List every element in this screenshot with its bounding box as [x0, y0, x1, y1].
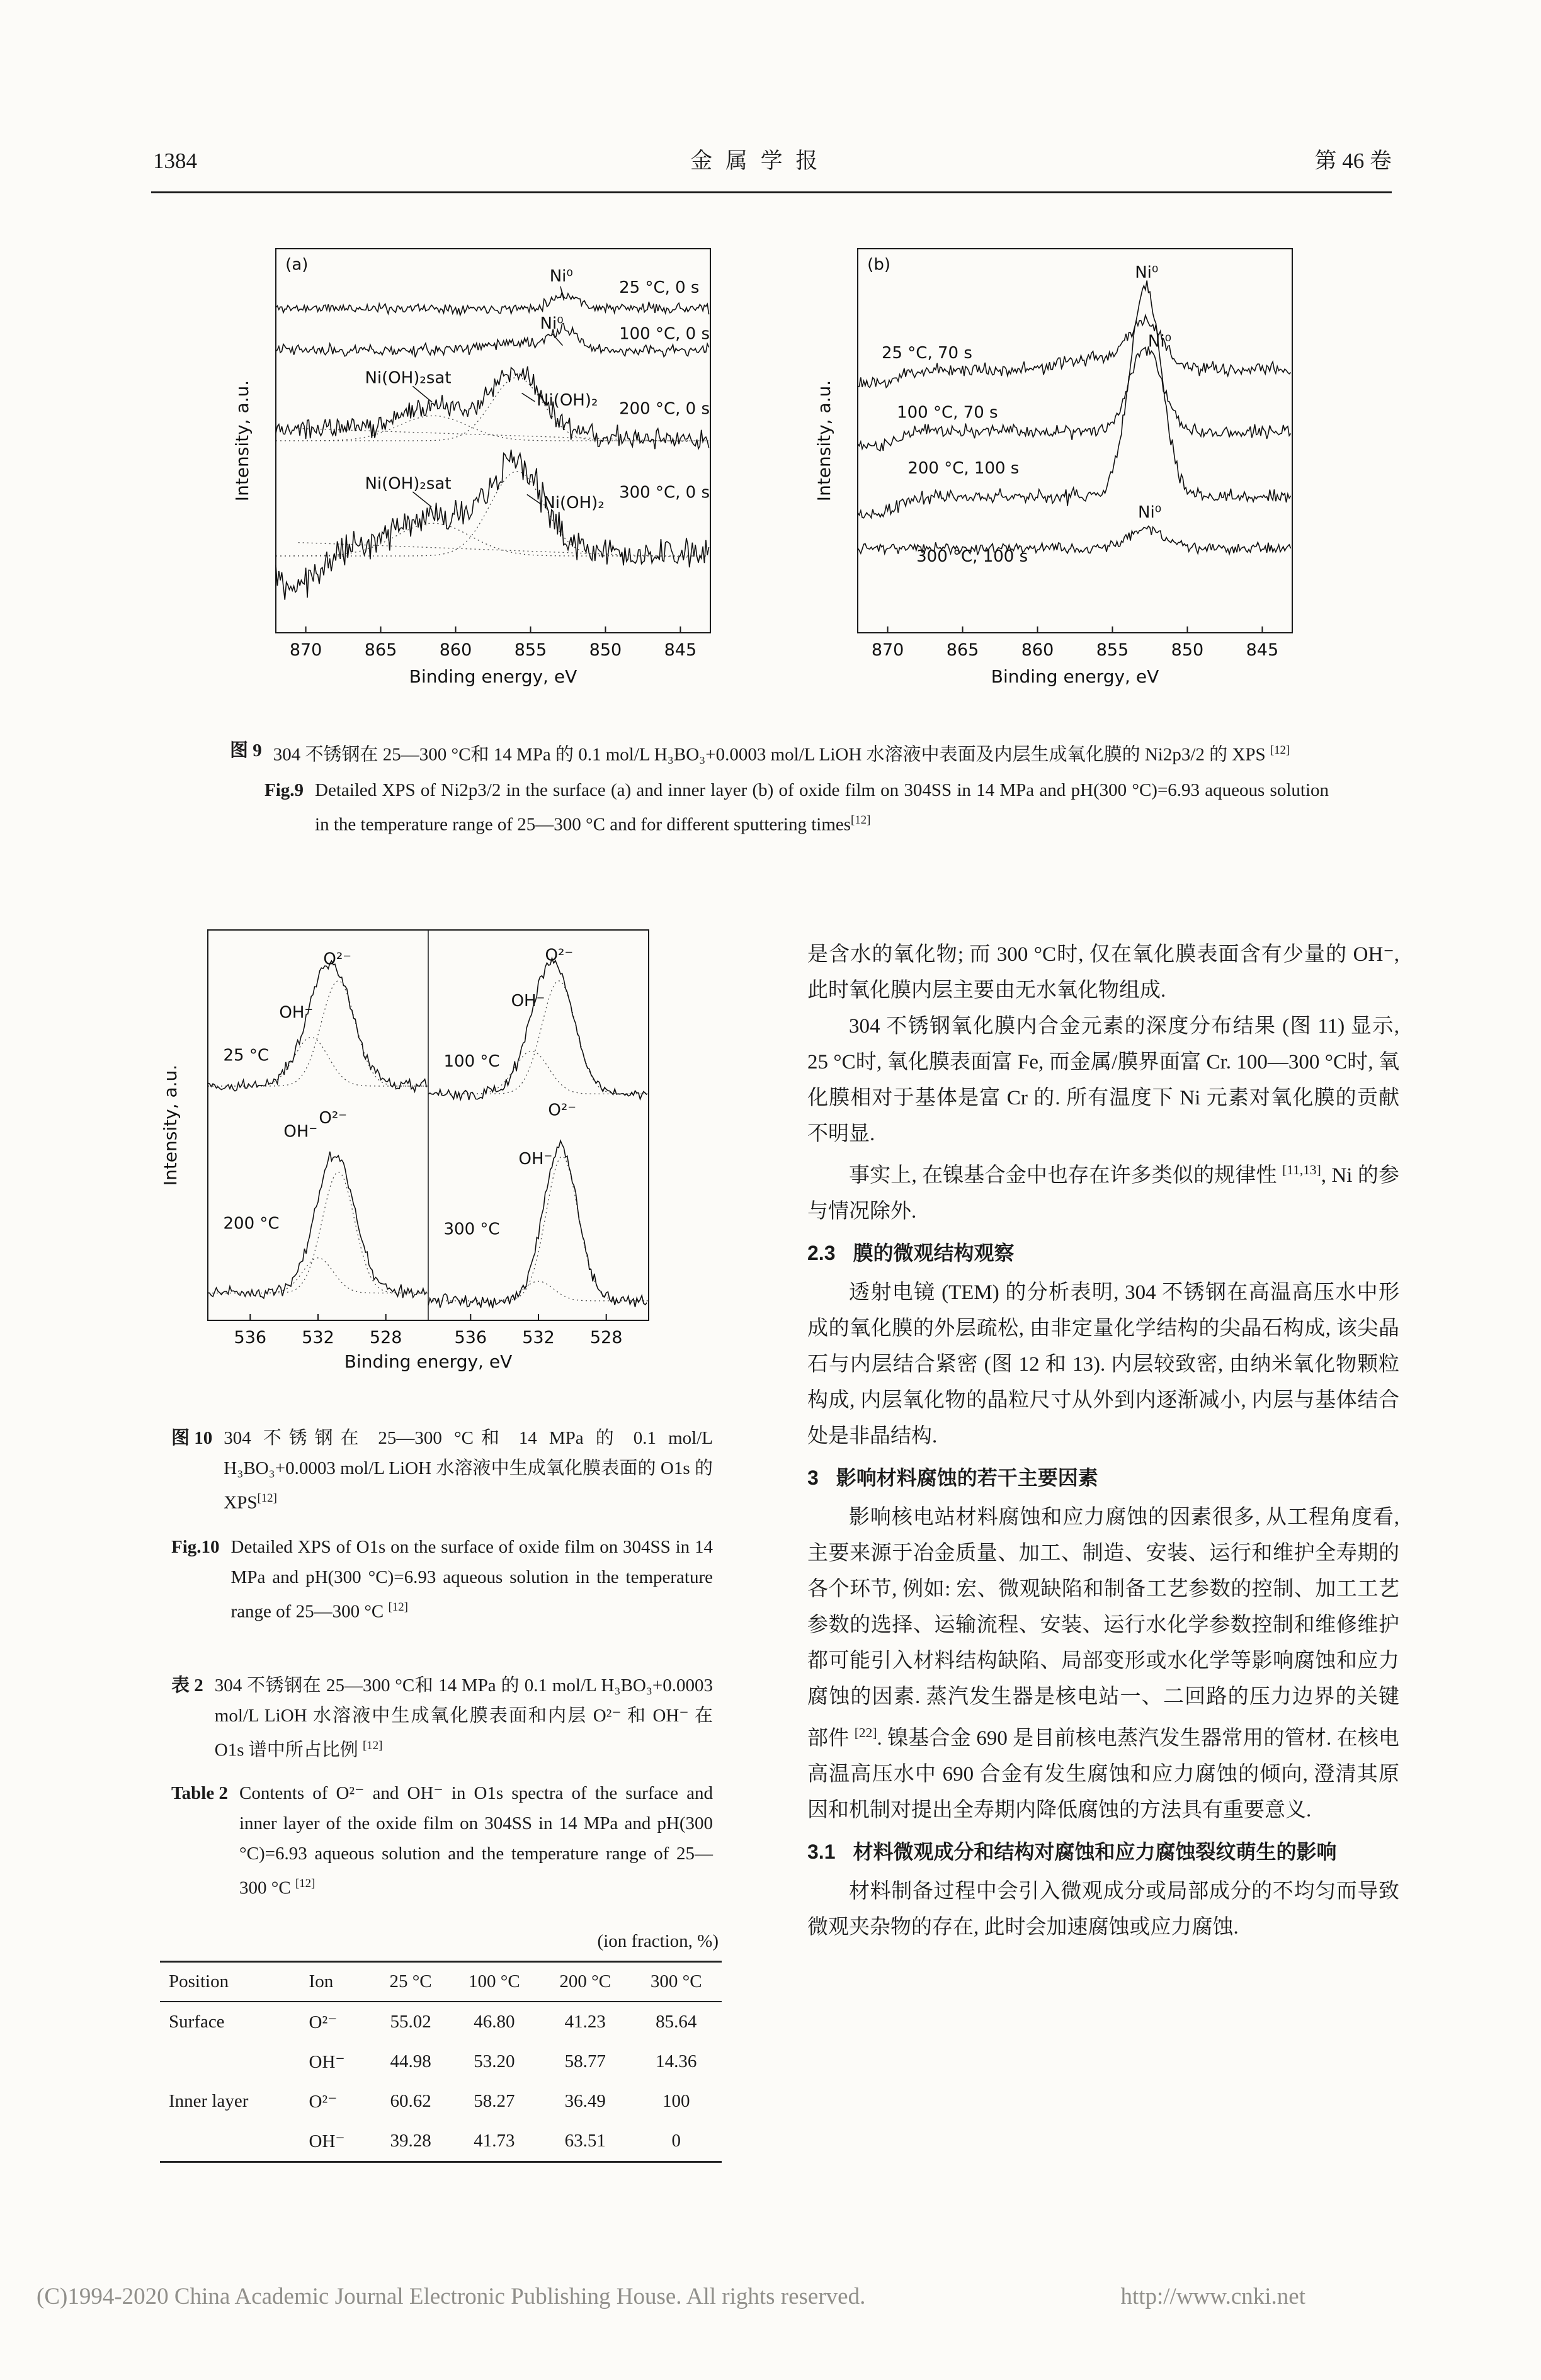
table2-caption-cn — [157, 1670, 713, 1765]
table-cell: OH⁻ — [309, 2131, 345, 2151]
table-header-row — [160, 1961, 722, 2002]
table-header-cell: 25 °C — [389, 1971, 432, 1992]
svg-text:OH⁻: OH⁻ — [511, 991, 545, 1011]
svg-text:Binding energy, eV: Binding energy, eV — [409, 666, 577, 687]
svg-text:850: 850 — [589, 640, 622, 660]
section-heading-3 — [807, 1461, 1399, 1495]
table2-caption-cn-text: 304 不锈钢在 25—300 °C和 14 MPa 的 0.1 mol/L H₃BO₃+0.0003 mol/L LiOH 水溶液中生成氧化膜表面和内层 O²⁻ 和 OH⁻ 在 O1s 谱中所占比例 [12] — [214, 1675, 713, 1760]
section-title: 材料微观成分和结构对腐蚀和应力腐蚀裂纹萌生的影响 — [853, 1840, 1337, 1863]
table-row — [160, 2121, 722, 2162]
section-heading-2-3 — [807, 1236, 1399, 1270]
page-header — [153, 144, 1392, 175]
fig10-o1s-xps-chart — [157, 921, 674, 1383]
table-header-cell: 200 °C — [559, 1971, 611, 1992]
svg-text:532: 532 — [522, 1328, 555, 1347]
svg-text:870: 870 — [871, 640, 904, 660]
body-paragraph: 材料制备过程中会引入微观成分或局部成分的不均匀而导致微观夹杂物的存在, 此时会加速腐蚀或应力腐蚀. — [807, 1880, 1399, 1939]
svg-text:850: 850 — [1171, 640, 1204, 660]
table-header-cell: 300 °C — [650, 1971, 702, 1992]
svg-text:300 °C, 100 s: 300 °C, 100 s — [916, 547, 1028, 567]
table-cell: 100 — [662, 2090, 690, 2111]
table-header-cell: Ion — [309, 1971, 334, 1992]
svg-text:OH⁻: OH⁻ — [283, 1122, 318, 1142]
table-cell: 55.02 — [390, 2011, 431, 2032]
table-cell: 36.49 — [564, 2090, 606, 2111]
svg-text:860: 860 — [1021, 640, 1054, 660]
svg-text:OH⁻: OH⁻ — [518, 1150, 553, 1169]
fig9-caption — [230, 735, 1329, 839]
table-cell — [160, 2042, 307, 2082]
svg-text:100 °C: 100 °C — [443, 1052, 500, 1071]
table-cell: OH⁻ — [309, 2051, 345, 2072]
svg-text:Ni⁰: Ni⁰ — [1135, 263, 1159, 282]
svg-text:Ni(OH)₂sat: Ni(OH)₂sat — [365, 474, 452, 494]
svg-text:25 °C, 0 s: 25 °C, 0 s — [619, 278, 700, 298]
table2-caption-en-label: Table 2 — [171, 1782, 228, 1803]
svg-text:(a): (a) — [285, 255, 309, 275]
svg-text:O²⁻: O²⁻ — [319, 1108, 348, 1128]
table-cell: 60.62 — [390, 2090, 431, 2111]
fig9a-ni2p-xps-chart — [232, 239, 729, 689]
svg-text:865: 865 — [364, 640, 397, 660]
body-paragraph: 是含水的氧化物; 而 300 °C时, 仅在氧化膜表面含有少量的 OH⁻, 此时氧化膜内层主要由无水氧化物组成. — [807, 943, 1399, 1002]
svg-text:532: 532 — [302, 1328, 334, 1347]
body-paragraph: 影响核电站材料腐蚀和应力腐蚀的因素很多, 从工程角度看, 主要来源于冶金质量、加工、制造、安装、运行和维护全寿期的各个环节, 例如: 宏、微观缺陷和制备工艺参数的控制、加工工艺参数的选择、运输流程、安装、运行水化学参数控制和维修维护都可能引入材料结构缺陷、局部变形或水化学等影响腐蚀和应力腐蚀的因素. 蒸汽发生器是核电站一、二回路的压力边界的关键部件 [22]. 镍基合金 690 是目前核电蒸汽发生器常用的管材. 在核电高温高压水中 690 合金有发生腐蚀和应力腐蚀的倾向, 澄清其原因和机制对提出全寿期内降低腐蚀的方法具有重要意义. — [807, 1506, 1400, 1822]
fig10-caption-cn-label: 图 10 — [171, 1428, 213, 1448]
svg-text:Intensity, a.u.: Intensity, a.u. — [814, 380, 834, 502]
table-cell: 46.80 — [474, 2011, 515, 2032]
fig9-caption-en-label: Fig.9 — [264, 779, 304, 800]
svg-text:200 °C, 100 s: 200 °C, 100 s — [907, 458, 1020, 478]
svg-text:O²⁻: O²⁻ — [545, 946, 574, 965]
table2-caption-en — [157, 1778, 713, 1903]
left-column — [157, 921, 727, 2163]
svg-text:855: 855 — [1096, 640, 1129, 660]
svg-text:200 °C: 200 °C — [223, 1214, 280, 1233]
table2-caption-cn-label: 表 2 — [171, 1675, 203, 1696]
svg-text:Ni⁰: Ni⁰ — [549, 266, 573, 286]
table2-unit-note: (ion fraction, %) — [597, 1930, 719, 1951]
journal-title: 金 属 学 报 — [690, 149, 822, 173]
table-header-cell: Position — [169, 1971, 229, 1992]
svg-text:100 °C, 0 s: 100 °C, 0 s — [619, 324, 710, 344]
table-row — [160, 2042, 722, 2082]
svg-text:OH⁻: OH⁻ — [279, 1003, 314, 1023]
section-title: 影响材料腐蚀的若干主要因素 — [836, 1466, 1098, 1489]
svg-text:Intensity, a.u.: Intensity, a.u. — [160, 1064, 181, 1186]
section-number: 3 — [807, 1466, 819, 1489]
svg-text:Ni(OH)₂: Ni(OH)₂ — [537, 390, 598, 410]
svg-text:536: 536 — [234, 1328, 267, 1347]
volume-label: 第 46 卷 — [1314, 149, 1392, 173]
section-number: 3.1 — [807, 1840, 836, 1863]
fig10-caption-en — [157, 1532, 713, 1627]
copyright-text: (C)1994-2020 China Academic Journal Electronic Publishing House. All rights reserved. — [37, 2284, 866, 2309]
fig10-caption-en-text: Detailed XPS of O1s on the surface of oxide film on 304SS in 14 MPa and pH(300 °C)=6.93 aqueous solution in the temperature range of 25—300 °C [12] — [230, 1536, 713, 1622]
svg-text:Intensity, a.u.: Intensity, a.u. — [232, 380, 253, 502]
svg-text:Ni⁰: Ni⁰ — [540, 314, 564, 333]
table-cell: 44.98 — [390, 2051, 431, 2071]
table-cell: 58.77 — [564, 2051, 606, 2071]
section-heading-3-1 — [807, 1835, 1399, 1869]
table-cell: 39.28 — [390, 2130, 431, 2151]
svg-text:860: 860 — [439, 640, 472, 660]
table-cell: 14.36 — [656, 2051, 697, 2071]
svg-text:536: 536 — [454, 1328, 487, 1347]
svg-text:300 °C: 300 °C — [443, 1220, 500, 1239]
table-cell: 58.27 — [474, 2090, 515, 2111]
table-header-cell: 100 °C — [468, 1971, 520, 1992]
table-cell — [160, 2121, 307, 2162]
page-number: 1384 — [153, 149, 197, 173]
table-row — [160, 2082, 722, 2121]
svg-text:528: 528 — [589, 1328, 623, 1347]
fig9b-ni2p-xps-chart — [814, 239, 1311, 689]
table-cell: 41.73 — [474, 2130, 515, 2151]
fig10-caption-en-label: Fig.10 — [171, 1536, 220, 1557]
body-paragraph: 透射电镜 (TEM) 的分析表明, 304 不锈钢在高温高压水中形成的氧化膜的外层疏松, 由非定量化学结构的尖晶石构成, 该尖晶石与内层结合紧密 (图 12 和 13). 内层较致密, 由纳米氧化物颗粒构成, 内层氧化物的晶粒尺寸从外到内逐渐减小, 内层与基体结合处是非晶结构. — [807, 1281, 1399, 1448]
table-cell: 41.23 — [564, 2011, 606, 2032]
svg-text:528: 528 — [369, 1328, 402, 1347]
right-column — [807, 937, 1399, 1946]
svg-text:Binding energy, eV: Binding energy, eV — [344, 1351, 513, 1372]
svg-text:Ni⁰: Ni⁰ — [1147, 332, 1172, 351]
svg-text:25 °C, 70 s: 25 °C, 70 s — [881, 343, 972, 363]
table-cell: O²⁻ — [309, 2091, 338, 2112]
table-cell: O²⁻ — [309, 2012, 338, 2032]
svg-text:100 °C, 70 s: 100 °C, 70 s — [897, 403, 998, 422]
svg-text:O²⁻: O²⁻ — [323, 949, 352, 969]
body-paragraph: 304 不锈钢氧化膜内合金元素的深度分布结果 (图 11) 显示, 25 °C时, 氧化膜表面富 Fe, 而金属/膜界面富 Cr. 100—300 °C时, 氧化膜相对于基体是富 Cr 的. 所有温度下 Ni 元素对氧化膜的贡献不明显. — [807, 1015, 1399, 1145]
page-footer — [37, 2283, 1305, 2310]
table-cell: Surface — [169, 2011, 225, 2032]
table-cell: 0 — [671, 2130, 681, 2151]
svg-text:25 °C: 25 °C — [223, 1046, 270, 1065]
body-paragraph: 事实上, 在镍基合金中也存在许多类似的规律性 [11,13], Ni 的参与情况除外. — [807, 1162, 1400, 1223]
fig9-caption-cn-text: 304 不锈钢在 25—300 °C和 14 MPa 的 0.1 mol/L H₃BO₃+0.0003 mol/L LiOH 水溶液中表面及内层生成氧化膜的 Ni2p3/2 的 XPS [12] — [273, 744, 1290, 765]
svg-text:O²⁻: O²⁻ — [548, 1101, 577, 1120]
table-row — [160, 2002, 722, 2042]
svg-text:845: 845 — [664, 640, 697, 660]
svg-text:855: 855 — [514, 640, 547, 660]
fig10-caption-cn-text: 304 不锈钢在 25—300 °C和 14 MPa 的 0.1 mol/L H₃BO₃+0.0003 mol/L LiOH 水溶液中生成氧化膜表面的 O1s 的 XPS[12] — [224, 1428, 713, 1513]
fig10-caption-cn — [157, 1423, 713, 1518]
svg-text:Ni(OH)₂: Ni(OH)₂ — [543, 493, 605, 513]
fig9-caption-cn-label: 图 9 — [230, 740, 262, 761]
svg-text:845: 845 — [1246, 640, 1279, 660]
table2 — [160, 1961, 722, 2163]
fig9-caption-en-text: Detailed XPS of Ni2p3/2 in the surface (a) and inner layer (b) of oxide film on 304SS in 14 MPa and pH(300 °C)=6.93 aqueous solution in the temperature range of 25—300 °C and for different sputtering times[12] — [315, 779, 1329, 835]
svg-text:300 °C, 0 s: 300 °C, 0 s — [619, 483, 710, 502]
section-number: 2.3 — [807, 1242, 836, 1264]
svg-text:Ni(OH)₂sat: Ni(OH)₂sat — [365, 368, 452, 388]
table-cell: 85.64 — [656, 2011, 697, 2032]
svg-text:Ni⁰: Ni⁰ — [1138, 503, 1162, 522]
table-cell: Inner layer — [169, 2090, 249, 2111]
table-cell: 63.51 — [564, 2130, 606, 2151]
svg-text:(b): (b) — [867, 255, 890, 275]
svg-text:Binding energy, eV: Binding energy, eV — [991, 666, 1159, 687]
svg-text:865: 865 — [946, 640, 979, 660]
header-rule — [151, 191, 1392, 193]
table2-caption-en-text: Contents of O²⁻ and OH⁻ in O1s spectra of the surface and inner layer of the oxide film on 304SS in 14 MPa and pH(300 °C)=6.93 aqueous solution and the temperature range of 25—300 °C [12] — [239, 1782, 713, 1898]
cnki-url: http://www.cnki.net — [1120, 2284, 1305, 2309]
section-title: 膜的微观结构观察 — [853, 1242, 1015, 1264]
svg-text:870: 870 — [289, 640, 322, 660]
table-cell: 53.20 — [474, 2051, 515, 2071]
svg-text:200 °C, 0 s: 200 °C, 0 s — [619, 399, 710, 419]
